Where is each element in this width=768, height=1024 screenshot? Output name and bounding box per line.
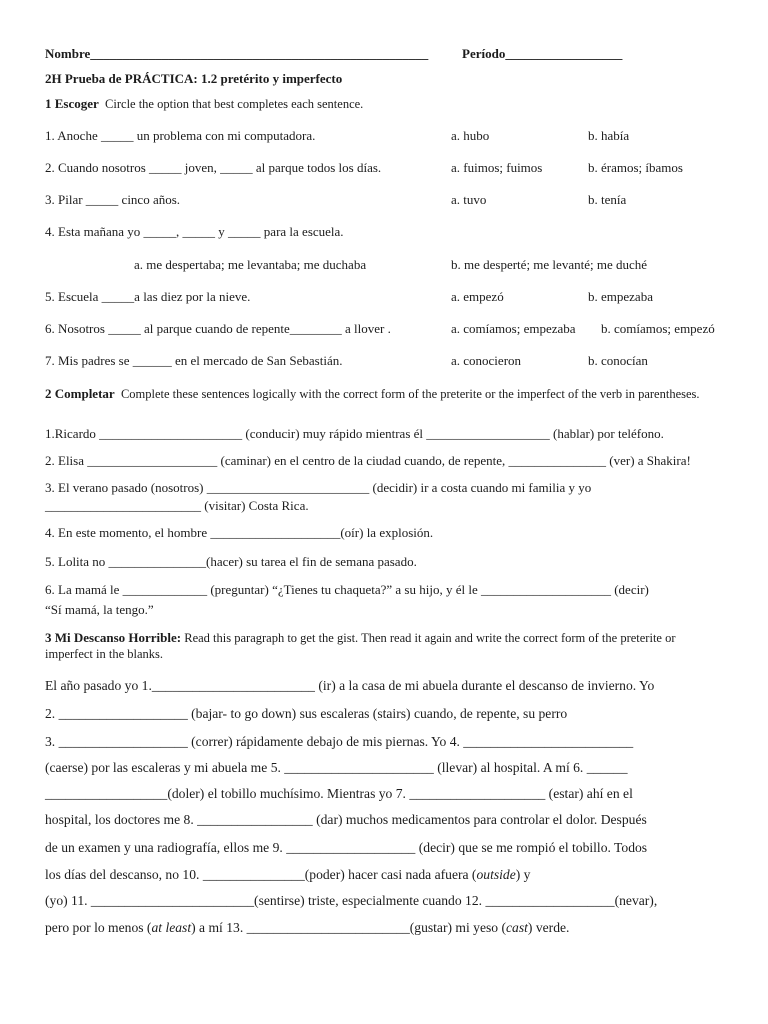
s1-q2-option-b[interactable]: b. éramos; íbamos (588, 160, 683, 175)
periodo-field: Período__________________ (462, 46, 623, 61)
s3-text-run: hospital, los doctores me 8. _________________ (dar) muchos medicamentos para controlar el dolor. Después (45, 812, 647, 827)
s3-italic-term: cast (506, 920, 528, 935)
section3-instruction: Read this paragraph to get the gist. Then read it again and write the correct form of the preterite or imperfect in the blanks. (45, 631, 676, 661)
section3-heading: 3 Mi Descanso Horrible: (45, 630, 182, 645)
section1-instruction: Circle the option that best completes each sentence. (105, 97, 364, 111)
s3-line-7 (45, 840, 647, 856)
s1-q2-option-a[interactable]: a. fuimos; fuimos (451, 160, 543, 175)
s2-line-4: 4. En este momento, el hombre ____________________(oír) la explosión. (45, 525, 434, 540)
s2-line-3: 3. El verano pasado (nosotros) _________________________ (decidir) ir a costa cuando mi familia y yo (45, 480, 592, 495)
nombre-field: Nombre____________________________________________________ (45, 46, 429, 61)
s1-q5-option-b[interactable]: b. empezaba (588, 289, 653, 304)
s3-italic-term: at least (151, 920, 192, 935)
s3-text-run: ) y (515, 867, 531, 882)
s3-text-run: El año pasado yo 1.________________________ (ir) a la casa de mi abuela durante el descanso de invierno. Yo (45, 678, 655, 693)
s1-q5: 5. Escuela _____a las diez por la nieve. (45, 289, 251, 304)
s3-line-2 (45, 706, 567, 722)
s3-line-1 (45, 678, 654, 694)
s3-text-run: (yo) 11. ________________________(sentirse) triste, especialmente cuando 12. ___________________(nevar), (45, 893, 658, 908)
s3-text-run: ) verde. (527, 920, 570, 935)
s2-line-3b: ________________________ (visitar) Costa Rica. (45, 498, 309, 513)
s2-line-2: 2. Elisa ____________________ (caminar) en el centro de la ciudad cuando, de repente, _______________ (ver) a Shakira! (45, 453, 691, 468)
section2-instruction: Complete these sentences logically with the correct form of the preterite or the imperfect of the verb in parentheses. (120, 387, 700, 401)
s1-q3-option-b[interactable]: b. tenía (588, 192, 627, 207)
s2-line-5: 5. Lolita no _______________(hacer) su tarea el fin de semana pasado. (45, 554, 417, 569)
s1-q1: 1. Anoche _____ un problema con mi computadora. (45, 128, 316, 143)
s3-text-run: 2. ___________________ (bajar- to go down) sus escaleras (stairs) cuando, de repente, su perro (45, 706, 568, 721)
s1-q1-option-a[interactable]: a. hubo (451, 128, 490, 143)
section3-header (45, 630, 725, 662)
s1-q6-option-a[interactable]: a. comíamos; empezaba (451, 321, 576, 336)
s1-q3-option-a[interactable]: a. tuvo (451, 192, 487, 207)
s3-text-run: pero por lo menos ( (45, 920, 152, 935)
s1-q3: 3. Pilar _____ cinco años. (45, 192, 181, 207)
s1-q6-option-b[interactable]: b. comíamos; empezó (601, 321, 715, 336)
s1-q4: 4. Esta mañana yo _____, _____ y _____ para la escuela. (45, 224, 344, 239)
s3-line-9 (45, 893, 657, 909)
s3-text-run: 3. ___________________ (correr) rápidamente debajo de mis piernas. Yo 4. _________________________ (45, 734, 634, 749)
s3-line-3 (45, 734, 633, 750)
s3-line-5 (45, 786, 633, 802)
s3-line-10 (45, 920, 569, 936)
section2-header (45, 386, 725, 402)
s2-line-6b: “Sí mamá, la tengo.” (45, 602, 154, 617)
s3-line-6 (45, 812, 647, 828)
s3-line-4 (45, 760, 628, 776)
s3-text-run: ) a mí 13. ________________________(gustar) mi yeso ( (191, 920, 507, 935)
page-title: 2H Prueba de PRÁCTICA: 1.2 pretérito y imperfecto (45, 71, 343, 86)
s2-line-1: 1.Ricardo ______________________ (conducir) muy rápido mientras él ___________________ (hablar) por teléfono. (45, 426, 664, 441)
s3-line-8 (45, 867, 530, 883)
s1-q7-option-b[interactable]: b. conocían (588, 353, 648, 368)
section2-heading: 2 Completar (45, 386, 115, 401)
s3-italic-term: outside (476, 867, 516, 882)
section1-header (45, 96, 363, 112)
s3-text-run: (caerse) por las escaleras y mi abuela me 5. ______________________ (llevar) al hospital. A mí 6. ______ (45, 760, 628, 775)
s1-q1-option-b[interactable]: b. había (588, 128, 630, 143)
s1-q6: 6. Nosotros _____ al parque cuando de repente________ a llover . (45, 321, 391, 336)
s1-q7: 7. Mis padres se ______ en el mercado de San Sebastián. (45, 353, 343, 368)
s1-q2: 2. Cuando nosotros _____ joven, _____ al parque todos los días. (45, 160, 382, 175)
s1-q4-option-b[interactable]: b. me desperté; me levanté; me duché (451, 257, 648, 272)
section1-heading: 1 Escoger (45, 96, 99, 111)
s3-text-run: __________________(doler) el tobillo muchísimo. Mientras yo 7. ____________________ (estar) ahí en el (45, 786, 633, 801)
s1-q5-option-a[interactable]: a. empezó (451, 289, 504, 304)
s1-q7-option-a[interactable]: a. conocieron (451, 353, 522, 368)
s2-line-6: 6. La mamá le _____________ (preguntar) “¿Tienes tu chaqueta?” a su hijo, y él le ____________________ (decir) (45, 582, 649, 597)
s3-text-run: de un examen y una radiografía, ellos me 9. ___________________ (decir) que se me rompió el tobillo. Todos (45, 840, 648, 855)
s3-text-run: los días del descanso, no 10. _______________(poder) hacer casi nada afuera ( (45, 867, 477, 882)
s1-q4-option-a[interactable]: a. me despertaba; me levantaba; me duchaba (134, 257, 367, 272)
